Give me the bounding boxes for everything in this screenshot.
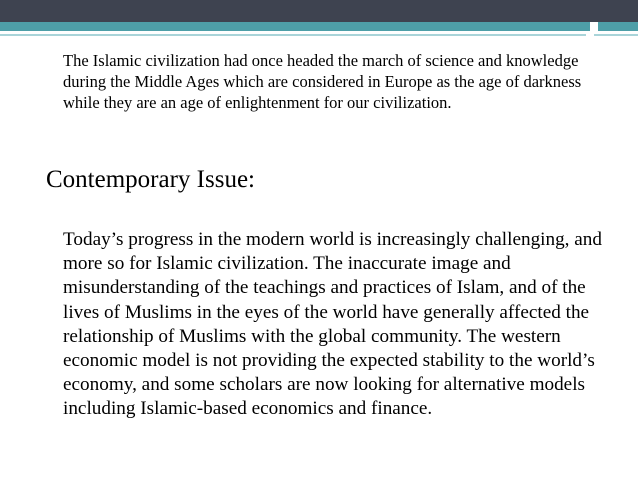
intro-paragraph: The Islamic civilization had once headed the march of science and knowledge during the Middle Ages which are considered in Europe as the age of darkness while they are an age of enlightenment for our civilization. bbox=[63, 51, 582, 112]
slide-header-thin-line-stub bbox=[594, 34, 638, 36]
section-heading: Contemporary Issue: bbox=[46, 166, 255, 193]
slide-header-band bbox=[0, 0, 638, 22]
body-paragraph: Today’s progress in the modern world is increasingly challenging, and more so for Islamic civilization. The inaccurate image and misunderstanding of the teachings and practices of Islam, and of the lives of Muslims in the eyes of the world have generally affected the relationship of Muslims with the global community. The western economic model is not providing the expected stability to the world’s economy, and some scholars are now looking for alternative models including Islamic-based economics and finance. bbox=[63, 229, 602, 420]
slide-header-accent-stub bbox=[598, 22, 638, 31]
slide-header-accent-bar bbox=[0, 22, 590, 31]
slide-header-thin-line bbox=[0, 34, 586, 36]
